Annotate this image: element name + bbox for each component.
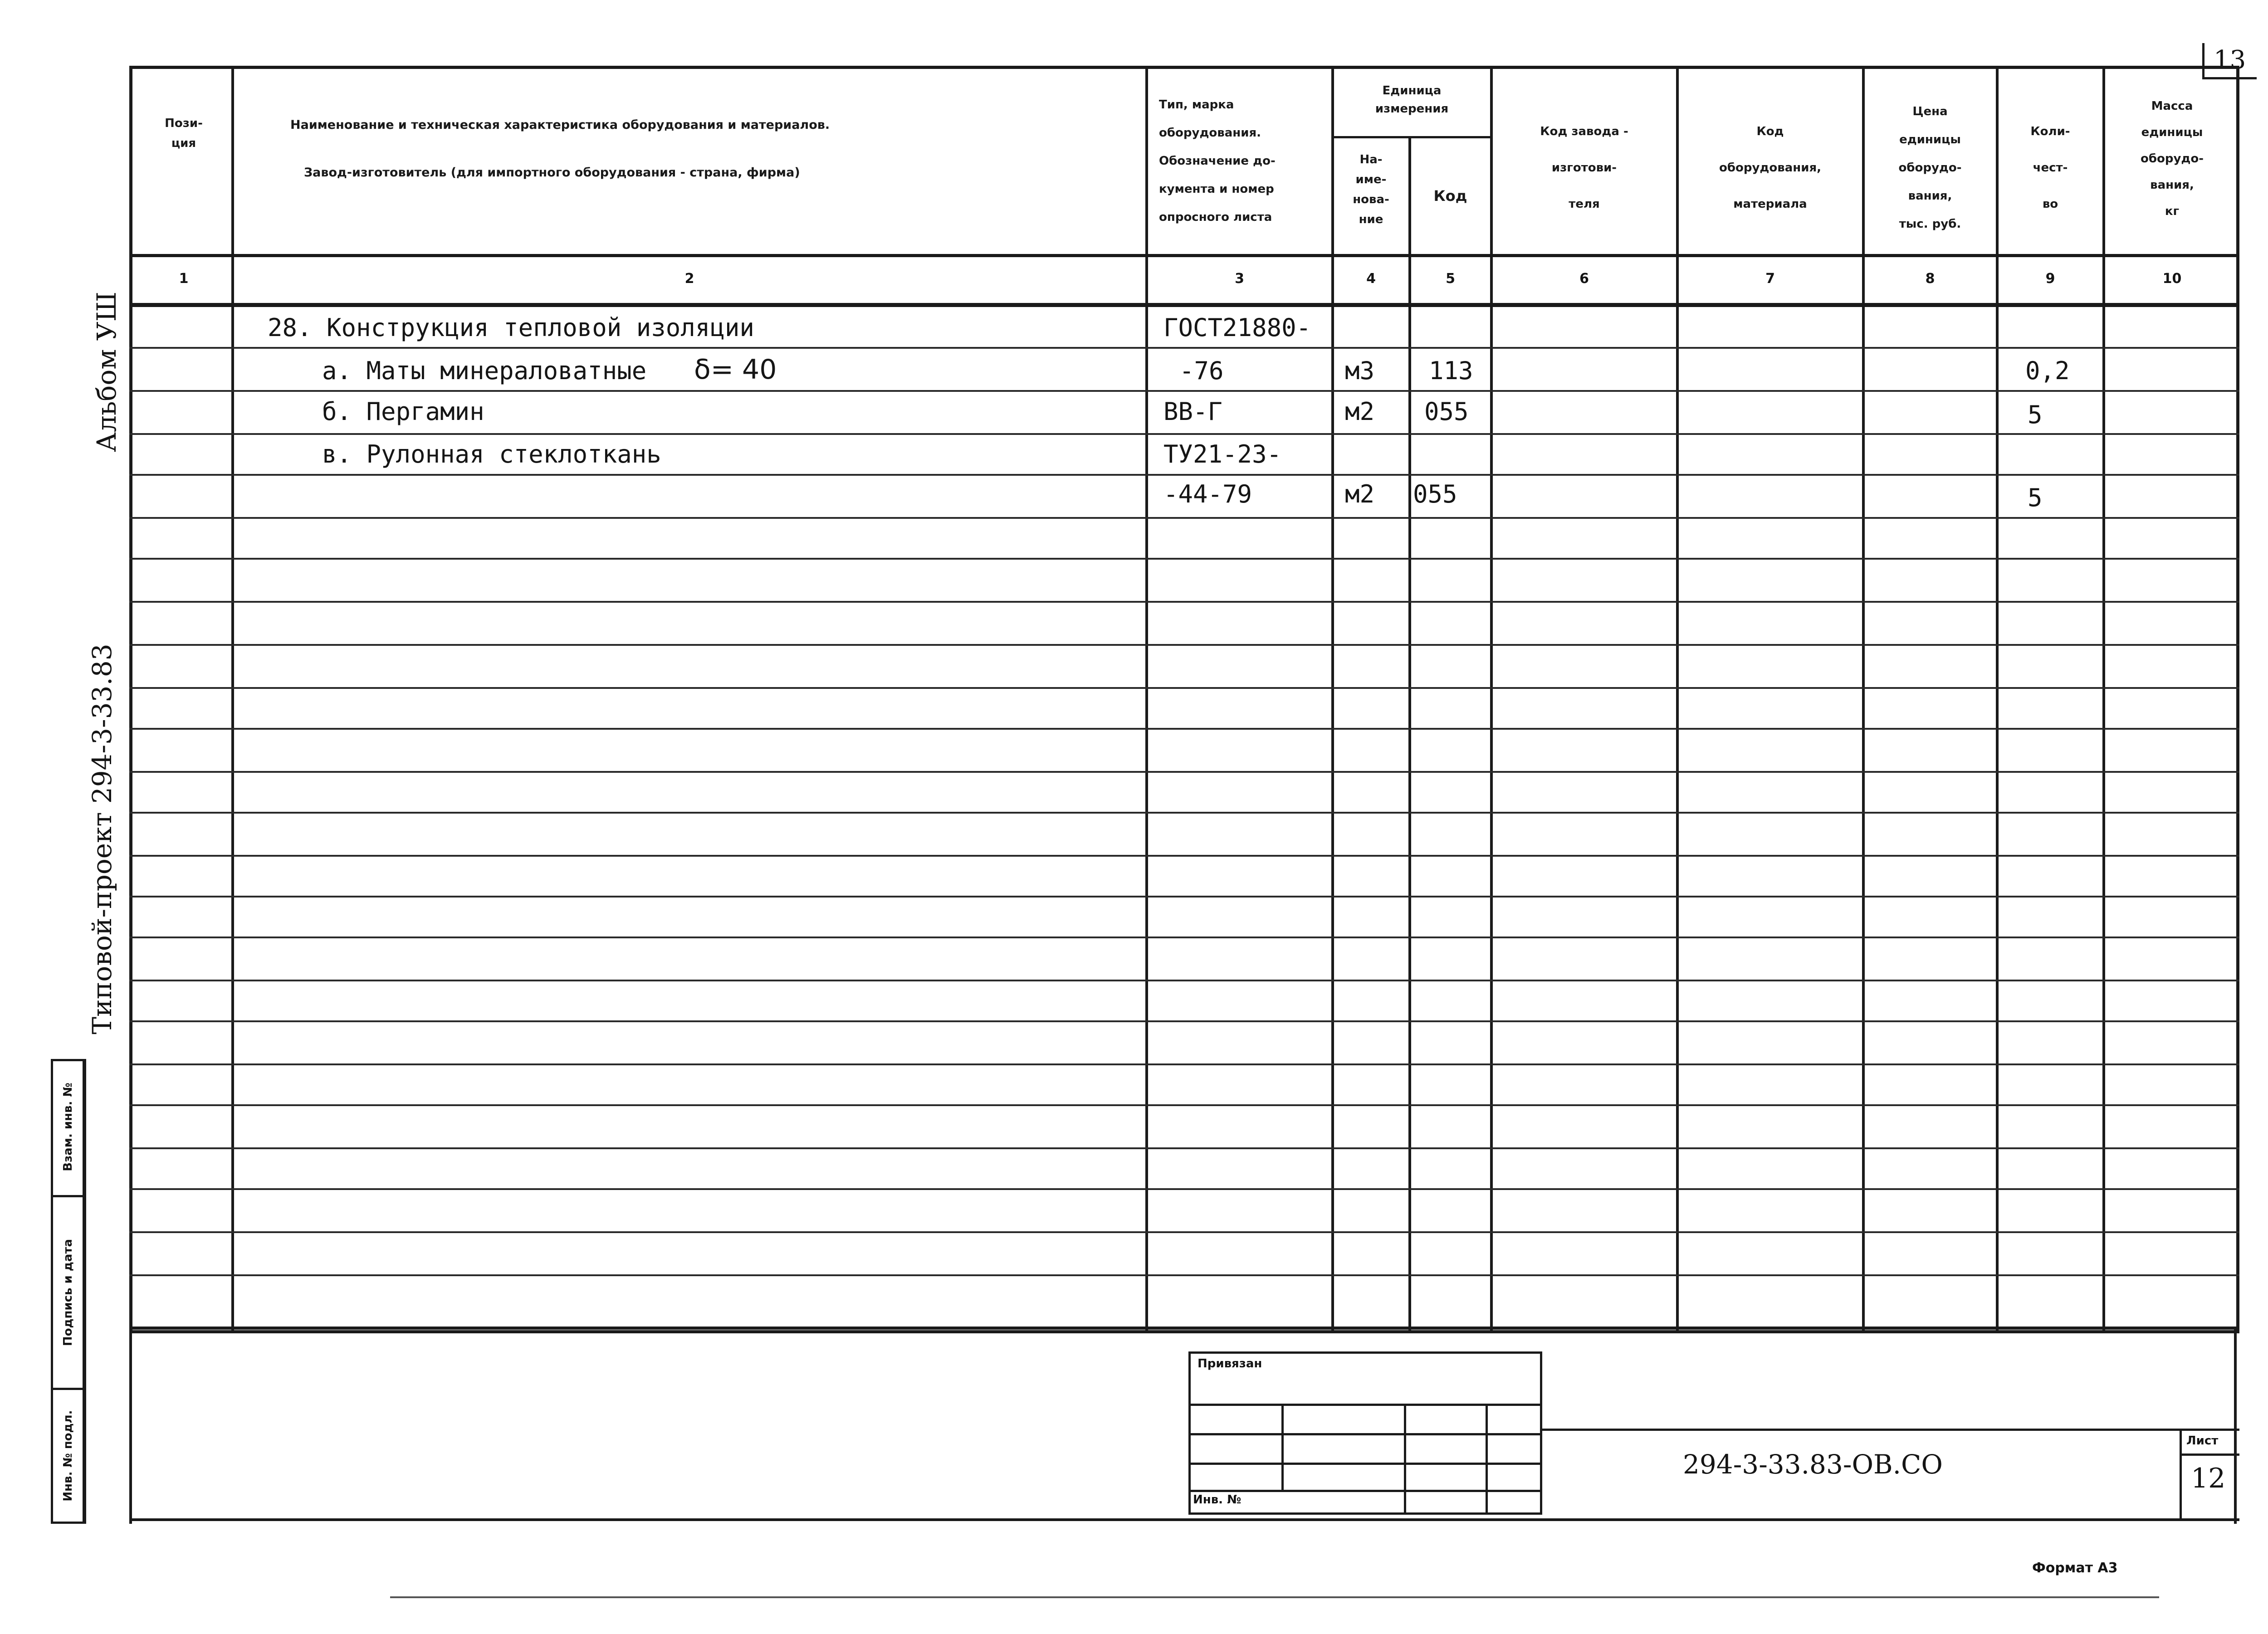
stamp-side-label-2: Подпись и дата — [61, 1239, 75, 1346]
page-number: 13 — [2214, 45, 2246, 75]
header-unit-code: Код — [1433, 187, 1467, 205]
row2-code: 113 — [1429, 356, 1473, 385]
format-label: Формат А3 — [2032, 1560, 2118, 1576]
row-line — [129, 347, 2239, 349]
row-line — [129, 771, 2239, 773]
row-line — [129, 558, 2239, 560]
lower-frame-right — [2234, 1327, 2237, 1524]
header-unit-group: Единица измерения — [1375, 84, 1449, 116]
row2-name: а. Маты минераловатные — [322, 356, 647, 385]
privyazan-col-line — [1281, 1404, 1284, 1490]
col-number-9: 9 — [2045, 271, 2055, 287]
row-line — [129, 1020, 2239, 1022]
album-label: Альбом УШ — [91, 292, 122, 452]
page-bottom-line — [129, 1518, 2239, 1521]
row4-name: в. Рулонная стеклоткань — [322, 440, 661, 468]
col-number-3: 3 — [1235, 271, 1244, 287]
row-line — [129, 896, 2239, 897]
inv-no-label: Инв. № — [1193, 1493, 1242, 1507]
row-line — [129, 937, 2239, 938]
row2-name-extra: δ= 40 — [694, 354, 777, 385]
header-factory-code: Код завода - изготови- теля — [1540, 125, 1628, 211]
row1-name: 28. Конструкция тепловой изоляции — [268, 313, 754, 342]
row5-code: 055 — [1413, 480, 1457, 508]
row-line — [129, 1063, 2239, 1065]
row-line — [129, 1147, 2239, 1149]
stamp-side-label-3: Инв. № подл. — [61, 1410, 75, 1502]
privyazan-col-line — [1486, 1404, 1488, 1515]
privyazan-col-line — [1404, 1404, 1406, 1515]
row-line — [129, 644, 2239, 646]
privyazan-row-line — [1188, 1433, 1542, 1435]
row-line — [129, 601, 2239, 603]
col-number-4: 4 — [1366, 271, 1376, 287]
row-line — [129, 980, 2239, 981]
col-line-4 — [1408, 136, 1411, 1333]
header-bottom-line — [129, 254, 2239, 257]
format-underline — [390, 1596, 2159, 1598]
number-row-bottom-line — [129, 303, 2239, 307]
row3-qty: 5 — [2028, 400, 2043, 429]
header-type: Тип, марка оборудования. Обозначение до- кумента и номер опросного листа — [1159, 98, 1276, 224]
row-line — [129, 728, 2239, 730]
col-number-2: 2 — [684, 271, 694, 287]
row2-qty: 0,2 — [2025, 356, 2070, 385]
row3-name: б. Пергамин — [322, 397, 484, 426]
left-stamp-divider — [84, 1059, 86, 1524]
row5-type: -44-79 — [1163, 480, 1252, 508]
row-line — [129, 855, 2239, 857]
header-quantity: Коли- чест- во — [2030, 125, 2070, 211]
row3-unit: м2 — [1345, 397, 1375, 426]
header-price: Цена единицы оборудо- вания, тыс. руб. — [1898, 105, 1962, 231]
document-code: 294-3-33.83-ОВ.СО — [1683, 1449, 1943, 1480]
row3-type: ВВ-Г — [1163, 397, 1223, 426]
row-line — [129, 433, 2239, 435]
code-row-top — [1542, 1429, 2239, 1431]
row-line — [129, 474, 2239, 476]
row1-type: ГОСТ21880- — [1163, 313, 1311, 342]
privyazan-row-line — [1188, 1490, 1542, 1492]
stamp-side-label-1: Взам. инв. № — [61, 1083, 75, 1171]
sheet-number: 12 — [2191, 1463, 2226, 1494]
row-line — [129, 517, 2239, 519]
col-number-7: 7 — [1765, 271, 1775, 287]
sheet-cell-left — [2180, 1429, 2182, 1519]
left-stamp-sep — [51, 1195, 86, 1197]
privyazan-row-line — [1188, 1463, 1542, 1465]
row3-code: 055 — [1424, 397, 1469, 426]
row-line — [129, 812, 2239, 814]
header-mass: Масса единицы оборудо- вания, кг — [2140, 99, 2204, 218]
col-number-10: 10 — [2162, 271, 2182, 287]
row2-unit: м3 — [1345, 356, 1375, 385]
lower-frame-left — [129, 1327, 132, 1524]
unit-group-divider — [1331, 136, 1492, 138]
header-name-line2: Завод-изготовитель (для импортного оборудования - страна, фирма) — [304, 166, 800, 180]
header-unit-name: На- име- нова- ние — [1353, 153, 1389, 226]
col-number-6: 6 — [1579, 271, 1589, 287]
sheet-label: Лист — [2186, 1434, 2219, 1448]
row-line — [129, 1231, 2239, 1233]
row5-unit: м2 — [1345, 480, 1375, 508]
table-bottom-line — [129, 1327, 2239, 1330]
sheet-cell-divider — [2180, 1454, 2239, 1456]
row-line — [129, 1104, 2239, 1106]
col-number-8: 8 — [1925, 271, 1935, 287]
row-line — [129, 390, 2239, 392]
row5-qty: 5 — [2028, 483, 2043, 512]
row2-type: -76 — [1179, 356, 1224, 385]
privyazan-row-line — [1188, 1404, 1542, 1406]
privyazan-label: Привязан — [1198, 1357, 1262, 1371]
col-number-5: 5 — [1446, 271, 1455, 287]
project-label: Типовой-проект 294-3-33.83 — [87, 644, 117, 1034]
left-stamp-sep — [51, 1388, 86, 1390]
header-pos: Пози- ция — [165, 117, 203, 150]
header-equipment-code: Код оборудования, материала — [1719, 125, 1822, 211]
row4-type: ТУ21-23- — [1163, 440, 1282, 468]
col-number-1: 1 — [179, 271, 189, 287]
header-name-line1: Наименование и техническая характеристика оборудования и материалов. — [290, 118, 830, 132]
row-line — [129, 1188, 2239, 1190]
row-line — [129, 1274, 2239, 1276]
row-line — [129, 687, 2239, 689]
